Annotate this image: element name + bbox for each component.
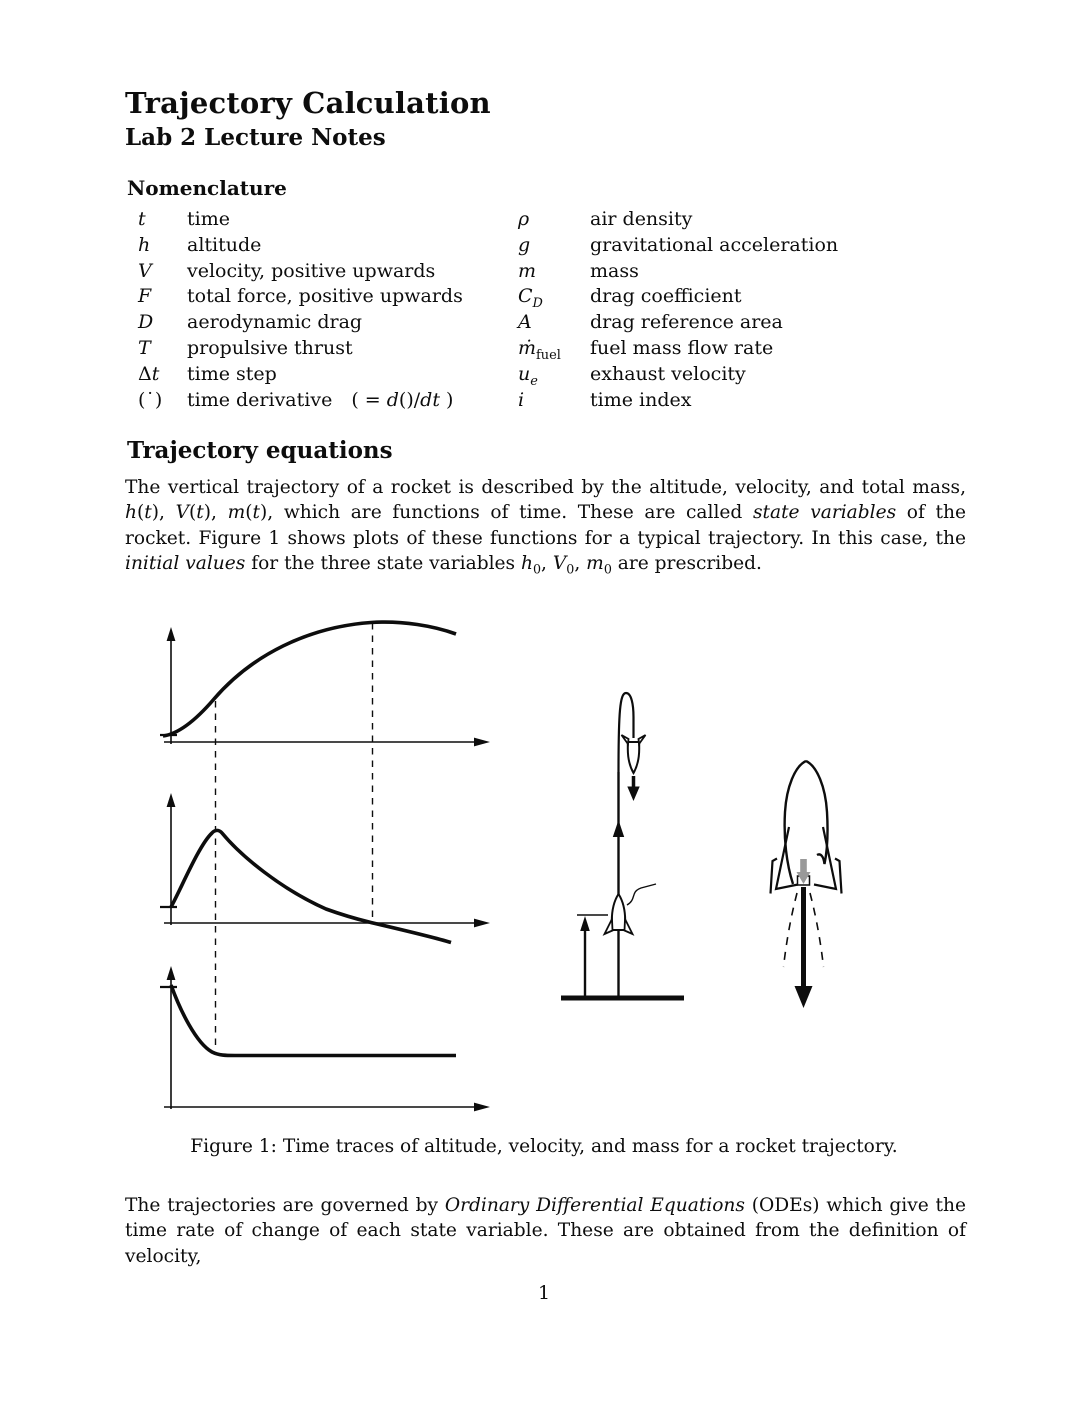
symbol: Δt	[138, 362, 160, 385]
definition: aerodynamic drag	[187, 311, 363, 334]
symbol: A	[518, 311, 532, 334]
definition: drag reference area	[590, 311, 783, 334]
nomenclature-row	[518, 259, 838, 285]
nomenclature-row	[138, 207, 463, 233]
definition: fuel mass flow rate	[590, 336, 774, 359]
rocket-trajectory-sketch	[561, 693, 684, 998]
closing-paragraph: The trajectories are governed by Ordinary Differential Equations (ODEs) which give the time rate of change of each state variable. These are obtained from the definition of velocity,	[125, 1195, 967, 1267]
definition: altitude	[187, 233, 262, 256]
altitude-indicator-arrow	[577, 915, 608, 996]
symbol: m	[518, 259, 537, 282]
nomenclature-row	[518, 233, 838, 259]
section-heading: Trajectory equations	[127, 437, 393, 464]
definition: exhaust velocity	[590, 362, 746, 385]
symbol: $u_e$	[518, 362, 538, 389]
nomenclature-row	[138, 362, 463, 388]
definition: time index	[590, 388, 692, 411]
descending-rocket-icon	[622, 735, 646, 773]
definition: propulsive thrust	[187, 336, 353, 359]
velocity-plot	[160, 793, 490, 943]
figure-caption: Figure 1: Time traces of altitude, velocity, and mass for a rocket trajectory.	[190, 1136, 898, 1157]
nomenclature-row	[138, 310, 463, 336]
definition: time step	[187, 362, 277, 385]
symbol: $C_D$	[518, 285, 543, 312]
nomenclature-right-column	[518, 207, 838, 413]
definition: time derivative ( = d()/dt )	[187, 388, 454, 411]
figure-1-graphic	[140, 595, 900, 1125]
nomenclature-heading: Nomenclature	[127, 176, 287, 200]
definition: drag coefficient	[590, 285, 742, 308]
symbol: V	[138, 259, 152, 282]
definition: air density	[590, 208, 693, 230]
nomenclature-row	[138, 233, 463, 259]
page-subtitle: Lab 2 Lecture Notes	[125, 124, 386, 151]
symbol: (˙)	[138, 388, 163, 411]
page-title: Trajectory Calculation	[125, 86, 491, 120]
symbol: D	[138, 311, 154, 334]
symbol: t	[138, 208, 146, 230]
page-number: 1	[537, 1282, 551, 1304]
ascending-rocket-icon	[605, 894, 633, 934]
nomenclature-row	[518, 284, 838, 310]
symbol: g	[518, 233, 531, 256]
nomenclature-row	[518, 388, 838, 414]
symbol: i	[518, 388, 525, 411]
nomenclature-row	[138, 259, 463, 285]
definition: total force, positive upwards	[187, 285, 463, 308]
definition: velocity, positive upwards	[187, 259, 436, 282]
definition: mass	[590, 259, 639, 282]
symbol: h	[138, 233, 151, 256]
nomenclature-row	[138, 388, 463, 414]
thrust-down-arrow-icon	[795, 887, 813, 1008]
symbol: T	[138, 336, 151, 359]
up-arrowhead-icon	[613, 820, 624, 837]
rocket-body-right	[806, 761, 828, 864]
altitude-plot	[160, 622, 490, 746]
descent-arrow-icon	[627, 776, 639, 801]
mass-plot	[160, 966, 490, 1111]
nomenclature-row	[518, 362, 838, 388]
nomenclature-row	[518, 310, 838, 336]
nomenclature-row	[138, 284, 463, 310]
nomenclature-left-column	[138, 207, 463, 413]
nomenclature-row	[518, 207, 838, 233]
definition: time	[187, 208, 230, 230]
large-rocket-sketch	[771, 761, 842, 1008]
symbol: ṁ$_{fuel}$	[518, 336, 561, 363]
symbol: F	[138, 285, 152, 308]
definition: gravitational acceleration	[590, 233, 839, 256]
nomenclature-row	[138, 336, 463, 362]
nomenclature-row	[518, 336, 838, 362]
symbol: ρ	[518, 208, 530, 230]
body-paragraph: The vertical trajectory of a rocket is described by the altitude, velocity, and total mass, h(t), V(t), m(t), which are functions of time. These are called state variables of the rocket. Figure 1 shows plots of these functions for a typical trajectory. In this case, the initial values for the three state variables $h_0$, $V_0$, $m_0$ are prescribed.	[125, 477, 966, 577]
leader-squiggle	[627, 884, 656, 905]
